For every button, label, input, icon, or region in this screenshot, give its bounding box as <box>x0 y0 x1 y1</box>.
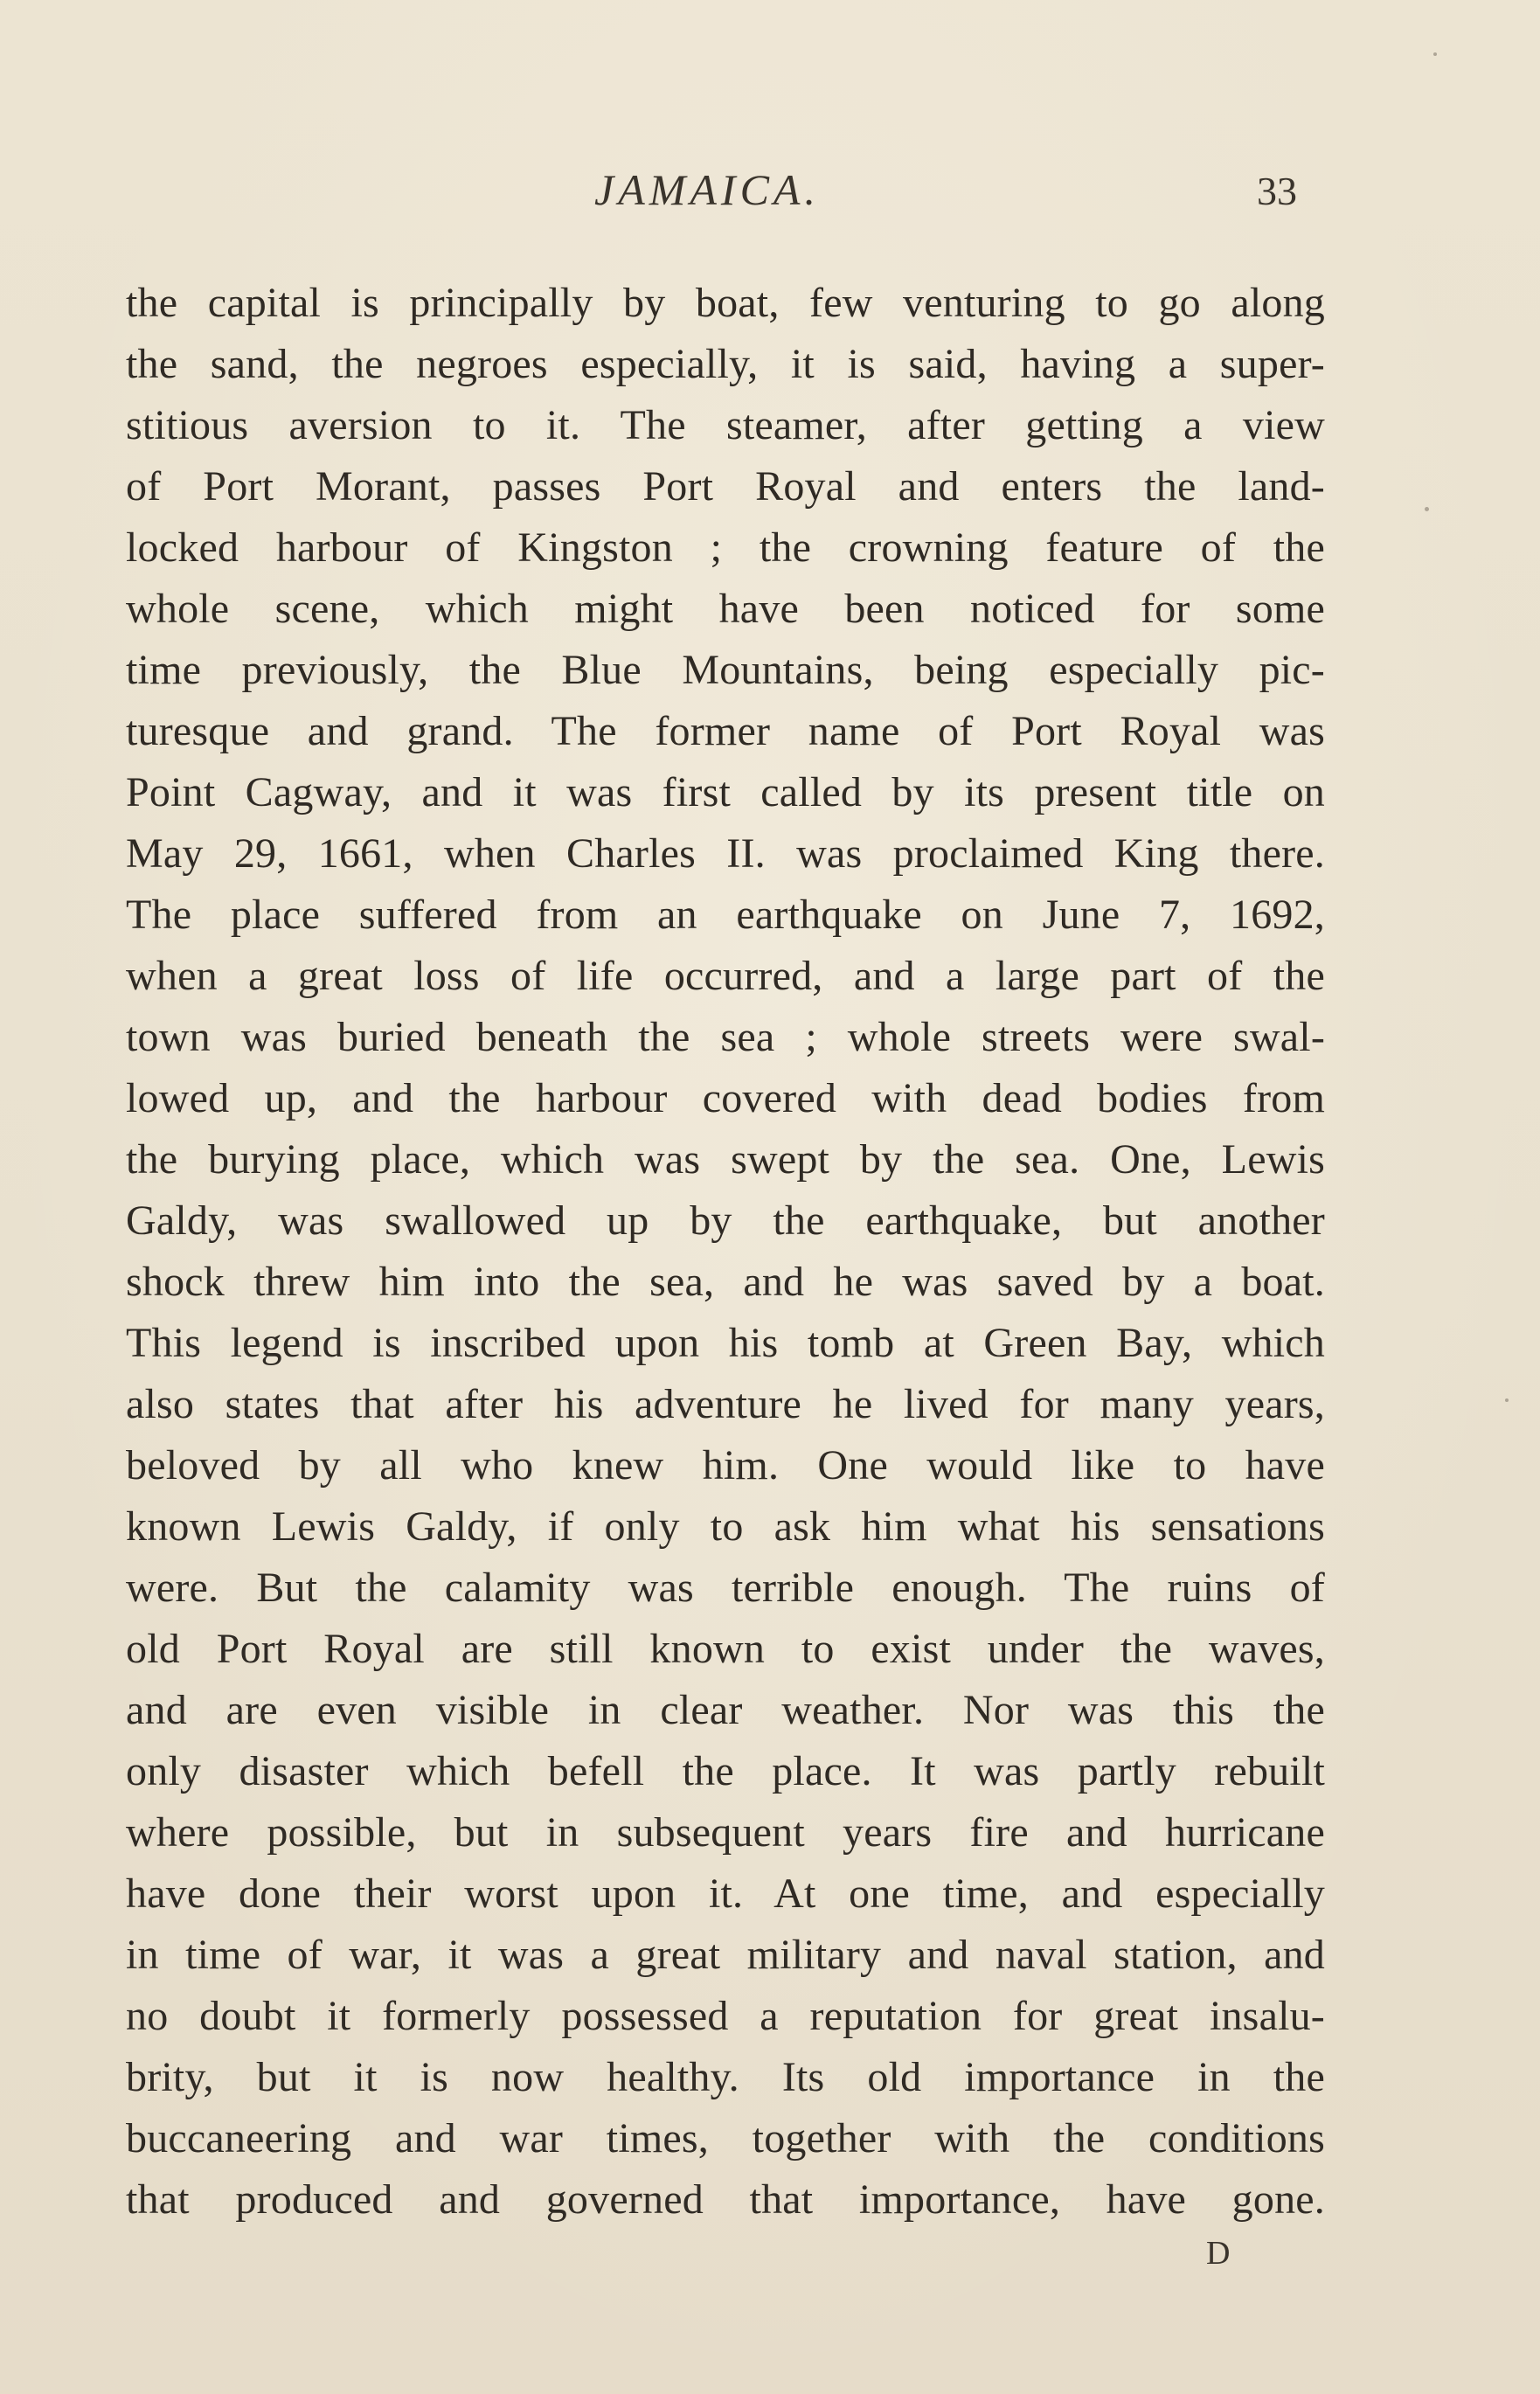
paper-speck <box>1505 1398 1509 1402</box>
text-line: were. But the calamity was terrible enough. The ruins of <box>126 1565 1325 1611</box>
text-line: time previously, the Blue Mountains, being especially pic- <box>126 647 1325 693</box>
text-line: turesque and grand. The former name of Port Royal was <box>126 708 1325 754</box>
signature-mark: D <box>1206 2235 1232 2272</box>
text-line: that produced and governed that importance, have gone. <box>126 2176 1325 2223</box>
text-line: This legend is inscribed upon his tomb at Green Bay, which <box>126 1320 1325 1366</box>
text-line: town was buried beneath the sea ; whole streets were swal- <box>126 1014 1325 1060</box>
text-line: Point Cagway, and it was first called by its present title on <box>126 769 1325 815</box>
text-line: no doubt it formerly possessed a reputation for great insalu- <box>126 1993 1325 2039</box>
text-line: stitious aversion to it. The steamer, after getting a view <box>126 402 1325 448</box>
paper-speck <box>1433 52 1437 56</box>
text-line: have done their worst upon it. At one time, and especially <box>126 1870 1325 1917</box>
text-line: lowed up, and the harbour covered with dead bodies from <box>126 1075 1325 1121</box>
text-line: of Port Morant, passes Port Royal and enters the land- <box>126 463 1325 510</box>
text-line: the sand, the negroes especially, it is said, having a super- <box>126 341 1325 387</box>
text-line: the burying place, which was swept by the sea. One, Lewis <box>126 1136 1325 1183</box>
text-line: only disaster which befell the place. It was partly rebuilt <box>126 1748 1325 1794</box>
text-line: brity, but it is now healthy. Its old importance in the <box>126 2054 1325 2100</box>
text-line: known Lewis Galdy, if only to ask him what his sensations <box>126 1503 1325 1550</box>
text-line: The place suffered from an earthquake on June 7, 1692, <box>126 892 1325 938</box>
running-title: JAMAICA. <box>594 165 820 214</box>
text-line: locked harbour of Kingston ; the crowning feature of the <box>126 524 1325 571</box>
paper-speck <box>1425 507 1429 511</box>
body-text <box>126 273 1325 2231</box>
text-line: the capital is principally by boat, few venturing to go along <box>126 280 1325 326</box>
text-line: buccaneering and war times, together with the conditions <box>126 2115 1325 2162</box>
text-line: old Port Royal are still known to exist under the waves, <box>126 1626 1325 1672</box>
text-line: where possible, but in subsequent years fire and hurricane <box>126 1809 1325 1856</box>
running-head <box>0 164 1540 234</box>
text-line: shock threw him into the sea, and he was saved by a boat. <box>126 1259 1325 1305</box>
text-line: also states that after his adventure he lived for many years, <box>126 1381 1325 1427</box>
text-line: when a great loss of life occurred, and a large part of the <box>126 953 1325 999</box>
text-line: in time of war, it was a great military and naval station, and <box>126 1932 1325 1978</box>
page-number: 33 <box>1257 169 1297 213</box>
text-line: Galdy, was swallowed up by the earthquake, but another <box>126 1197 1325 1244</box>
text-line: whole scene, which might have been noticed for some <box>126 586 1325 632</box>
text-line: and are even visible in clear weather. Nor was this the <box>126 1687 1325 1733</box>
text-line: beloved by all who knew him. One would like to have <box>126 1442 1325 1488</box>
text-line: May 29, 1661, when Charles II. was proclaimed King there. <box>126 830 1325 877</box>
